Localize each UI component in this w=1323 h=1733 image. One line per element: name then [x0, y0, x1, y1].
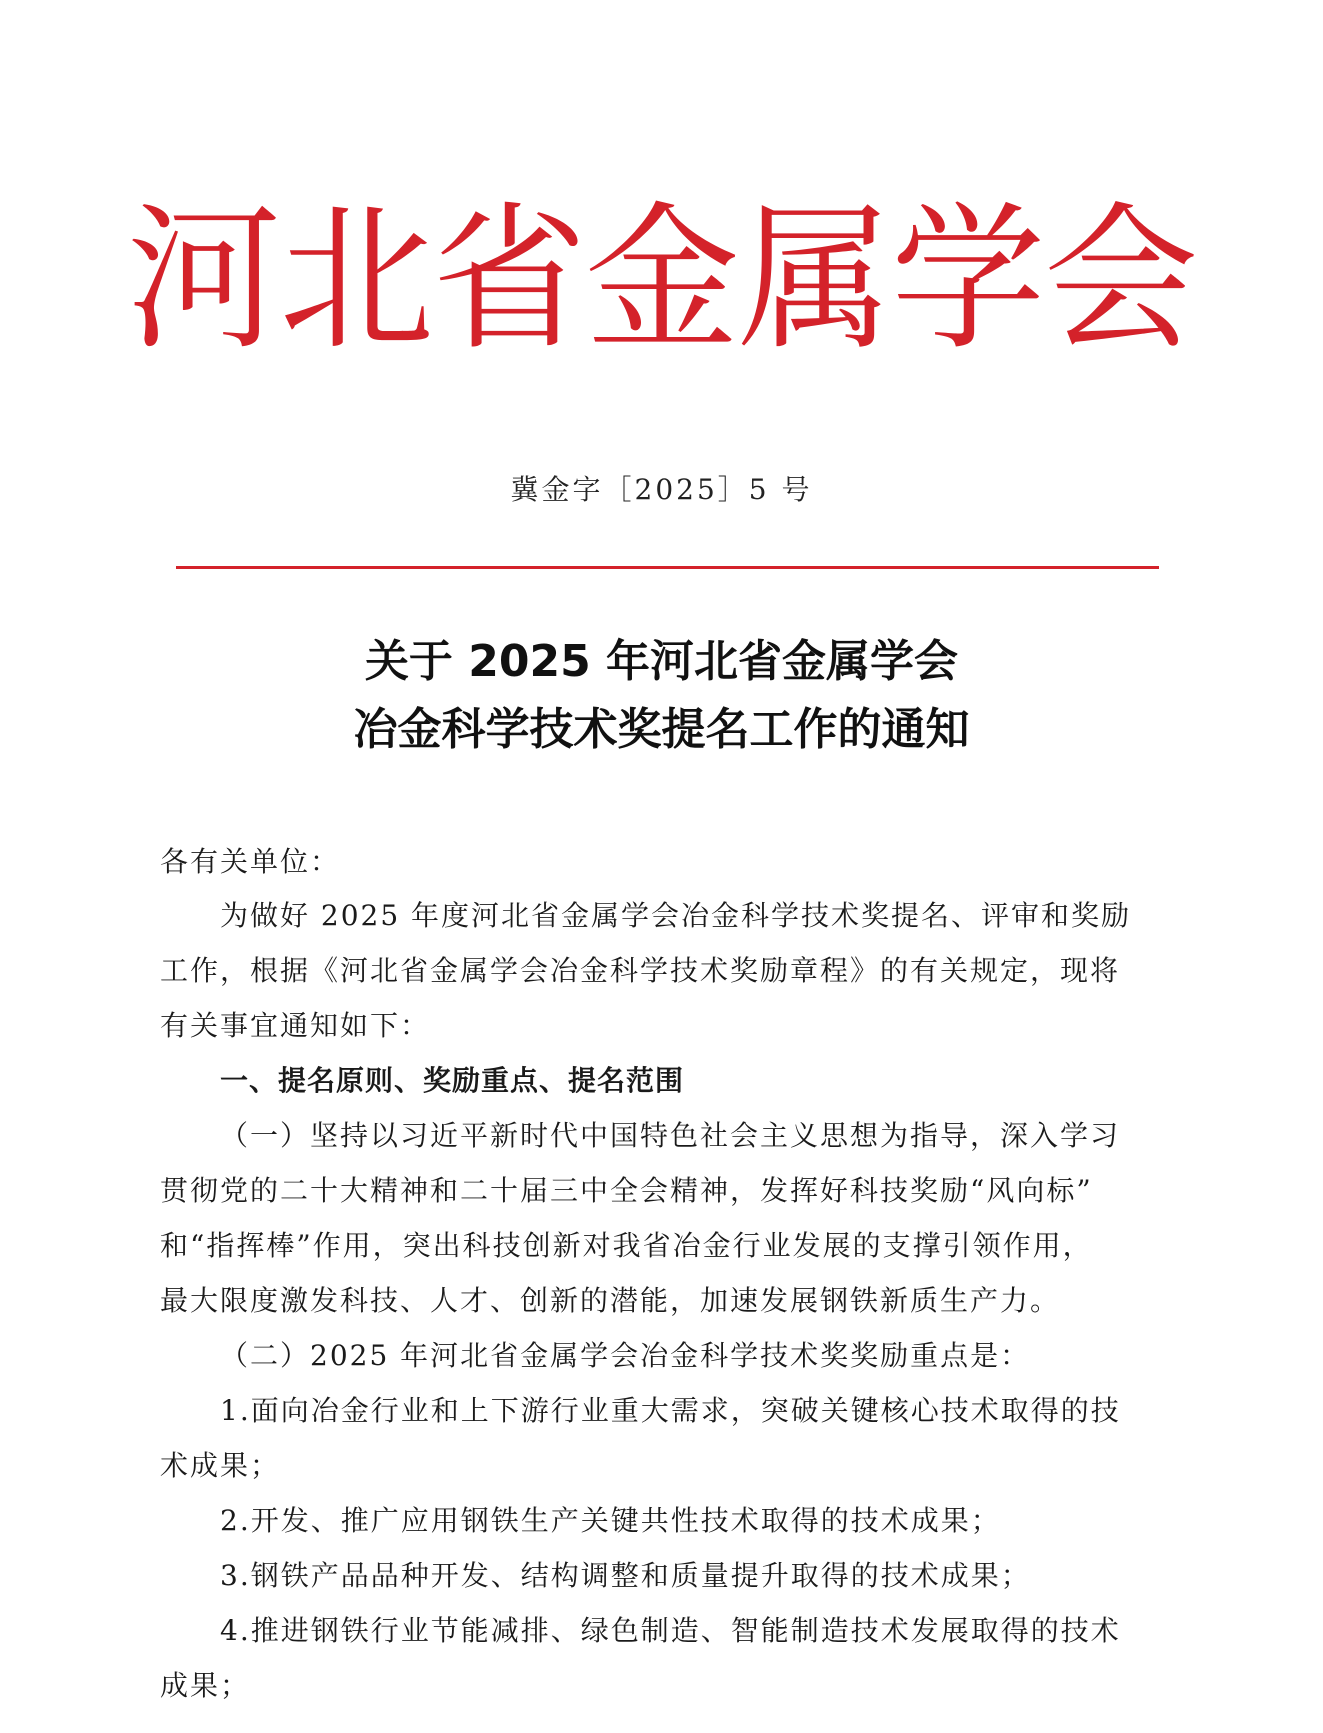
item-2: 2.开发、推广应用钢铁生产关键共性技术取得的技术成果；: [220, 1504, 1001, 1537]
intro-line-2: 工作，根据《河北省金属学会冶金科学技术奖励章程》的有关规定，现将: [160, 954, 1121, 987]
notice-title-line-1: 关于 2025 年河北省金属学会: [364, 636, 959, 687]
item-1-line-2: 术成果；: [160, 1449, 281, 1482]
masthead-organization-name: 河北省金属学会: [126, 188, 1197, 372]
red-divider-line: [176, 566, 1159, 569]
item-3: 3.钢铁产品品种开发、结构调整和质量提升取得的技术成果；: [220, 1559, 1031, 1592]
clause-1-line-4: 最大限度激发科技、人才、创新的潜能，加速发展钢铁新质生产力。: [160, 1284, 1061, 1317]
intro-line-3: 有关事宜通知如下：: [160, 1009, 431, 1042]
clause-2: （二）2025 年河北省金属学会冶金科学技术奖奖励重点是：: [220, 1339, 1031, 1372]
item-1-line-1: 1.面向冶金行业和上下游行业重大需求，突破关键核心技术取得的技: [220, 1394, 1121, 1427]
salutation: 各有关单位：: [160, 845, 341, 878]
clause-1-line-1: （一）坚持以习近平新时代中国特色社会主义思想为指导，深入学习: [220, 1119, 1121, 1152]
clause-1-line-3: 和“指挥棒”作用，突出科技创新对我省冶金行业发展的支撑引领作用，: [160, 1229, 1093, 1262]
item-4-line-1: 4.推进钢铁行业节能减排、绿色制造、智能制造技术发展取得的技术: [220, 1614, 1121, 1647]
intro-line-1: 为做好 2025 年度河北省金属学会冶金科学技术奖提名、评审和奖励: [220, 899, 1132, 932]
notice-title-line-2: 冶金科学技术奖提名工作的通知: [353, 704, 970, 755]
clause-1-line-2: 贯彻党的二十大精神和二十届三中全会精神，发挥好科技奖励“风向标”: [160, 1174, 1093, 1207]
document-number: 冀金字［2025］5 号: [510, 473, 813, 506]
item-4-line-2: 成果；: [160, 1669, 251, 1702]
section-1-heading: 一、提名原则、奖励重点、提名范围: [220, 1064, 685, 1097]
